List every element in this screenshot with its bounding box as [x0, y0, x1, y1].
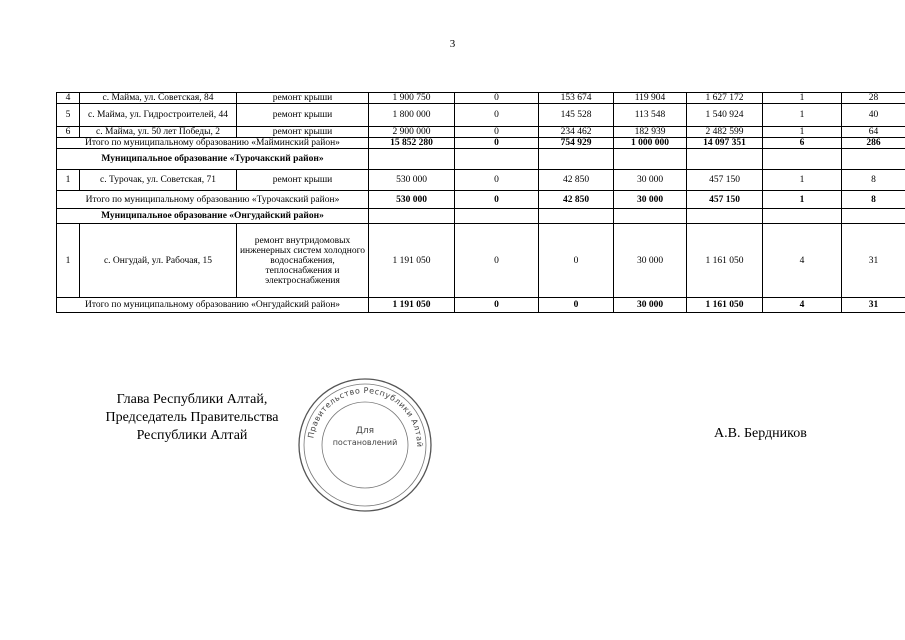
value-cell: 42 850	[539, 170, 614, 191]
row-number: 5	[57, 104, 80, 127]
value-cell: 1 161 050	[687, 224, 763, 298]
value-cell: 119 904	[614, 93, 687, 104]
work-type-cell: ремонт внутридомовых инженерных систем холодного водоснабжения, теплоснабжения и электроснабжения	[237, 224, 369, 298]
total-cost-cell: 1 900 750	[369, 93, 455, 104]
value-cell: 4	[763, 224, 842, 298]
address-cell: с. Турочак, ул. Советская, 71	[80, 170, 237, 191]
subtotal-value: 30 000	[614, 191, 687, 209]
stamp-outer-text: Правительство Республики Алтай	[306, 385, 425, 448]
subtotal-value: 31	[842, 298, 905, 313]
subtotal-value: 42 850	[539, 191, 614, 209]
subtotal-value: 1	[763, 191, 842, 209]
value-cell: 1 627 172	[687, 93, 763, 104]
subtotal-label: Итого по муниципальному образованию «Майминский район»	[57, 138, 369, 149]
page-number: 3	[449, 38, 456, 50]
subtotal-total: 530 000	[369, 191, 455, 209]
address-cell: с. Майма, ул. Гидростроителей, 44	[80, 104, 237, 127]
address-cell: с. Онгудай, ул. Рабочая, 15	[80, 224, 237, 298]
value-cell: 145 528	[539, 104, 614, 127]
table-row	[57, 170, 905, 191]
subtotal-value: 0	[455, 298, 539, 313]
total-cost-cell: 530 000	[369, 170, 455, 191]
total-cost-cell: 1 800 000	[369, 104, 455, 127]
section-header-row	[57, 209, 905, 224]
subtotal-value: 0	[539, 298, 614, 313]
value-cell: 1	[763, 104, 842, 127]
value-cell: 28	[842, 93, 905, 104]
value-cell: 31	[842, 224, 905, 298]
subtotal-total: 1 191 050	[369, 298, 455, 313]
total-cost-cell: 1 191 050	[369, 224, 455, 298]
row-number: 4	[57, 93, 80, 104]
row-number: 1	[57, 170, 80, 191]
value-cell: 64	[842, 127, 905, 138]
value-cell: 40	[842, 104, 905, 127]
subtotal-value: 14 097 351	[687, 138, 763, 149]
signatory-title	[86, 391, 298, 445]
value-cell: 457 150	[687, 170, 763, 191]
value-cell: 0	[455, 170, 539, 191]
value-cell: 234 462	[539, 127, 614, 138]
value-cell: 1	[763, 127, 842, 138]
subtotal-label: Итого по муниципальному образованию «Турочакский район»	[57, 191, 369, 209]
total-cost-cell: 2 900 000	[369, 127, 455, 138]
signatory-title-line: Республики Алтай	[136, 428, 248, 443]
value-cell: 113 548	[614, 104, 687, 127]
address-cell: с. Майма, ул. 50 лет Победы, 2	[80, 127, 237, 138]
value-cell: 182 939	[614, 127, 687, 138]
value-cell: 0	[455, 127, 539, 138]
work-type-cell: ремонт крыши	[237, 93, 369, 104]
value-cell: 1 540 924	[687, 104, 763, 127]
value-cell: 2 482 599	[687, 127, 763, 138]
subtotal-row	[57, 298, 905, 313]
section-title: Муниципальное образование «Онгудайский район»	[57, 209, 369, 224]
table-row	[57, 224, 905, 298]
table-row	[57, 104, 905, 127]
subtotal-label: Итого по муниципальному образованию «Онгудайский район»	[57, 298, 369, 313]
subtotal-value: 754 929	[539, 138, 614, 149]
section-header-row	[57, 149, 905, 170]
subtotal-row	[57, 138, 905, 149]
section-title: Муниципальное образование «Турочакский район»	[57, 149, 369, 170]
subtotal-value: 1 000 000	[614, 138, 687, 149]
work-type-cell: ремонт крыши	[237, 104, 369, 127]
value-cell: 0	[455, 104, 539, 127]
subtotal-value: 0	[455, 191, 539, 209]
subtotal-value: 30 000	[614, 298, 687, 313]
subtotal-value: 0	[455, 138, 539, 149]
signatory-title-line: Глава Республики Алтай,	[116, 392, 268, 407]
table-row	[57, 127, 905, 138]
subtotal-total: 15 852 280	[369, 138, 455, 149]
address-cell: с. Майма, ул. Советская, 84	[80, 93, 237, 104]
value-cell: 30 000	[614, 170, 687, 191]
value-cell: 0	[455, 224, 539, 298]
stamp-center-text: Для	[355, 426, 375, 436]
value-cell: 1	[763, 93, 842, 104]
signatory-title-line: Председатель Правительства	[105, 410, 279, 425]
subtotal-value: 4	[763, 298, 842, 313]
subtotal-value: 457 150	[687, 191, 763, 209]
work-type-cell: ремонт крыши	[237, 170, 369, 191]
official-stamp	[295, 375, 435, 515]
subtotal-row	[57, 191, 905, 209]
subtotal-value: 8	[842, 191, 905, 209]
table-row	[57, 93, 905, 104]
work-type-cell: ремонт крыши	[237, 127, 369, 138]
value-cell: 8	[842, 170, 905, 191]
subtotal-value: 1 161 050	[687, 298, 763, 313]
value-cell: 0	[455, 93, 539, 104]
value-cell: 30 000	[614, 224, 687, 298]
row-number: 1	[57, 224, 80, 298]
subtotal-value: 286	[842, 138, 905, 149]
row-number: 6	[57, 127, 80, 138]
program-table	[56, 92, 905, 313]
signatory-name: А.В. Бердников	[714, 426, 807, 441]
stamp-center-text: постановлений	[332, 438, 398, 447]
value-cell: 1	[763, 170, 842, 191]
value-cell: 0	[539, 224, 614, 298]
subtotal-value: 6	[763, 138, 842, 149]
value-cell: 153 674	[539, 93, 614, 104]
